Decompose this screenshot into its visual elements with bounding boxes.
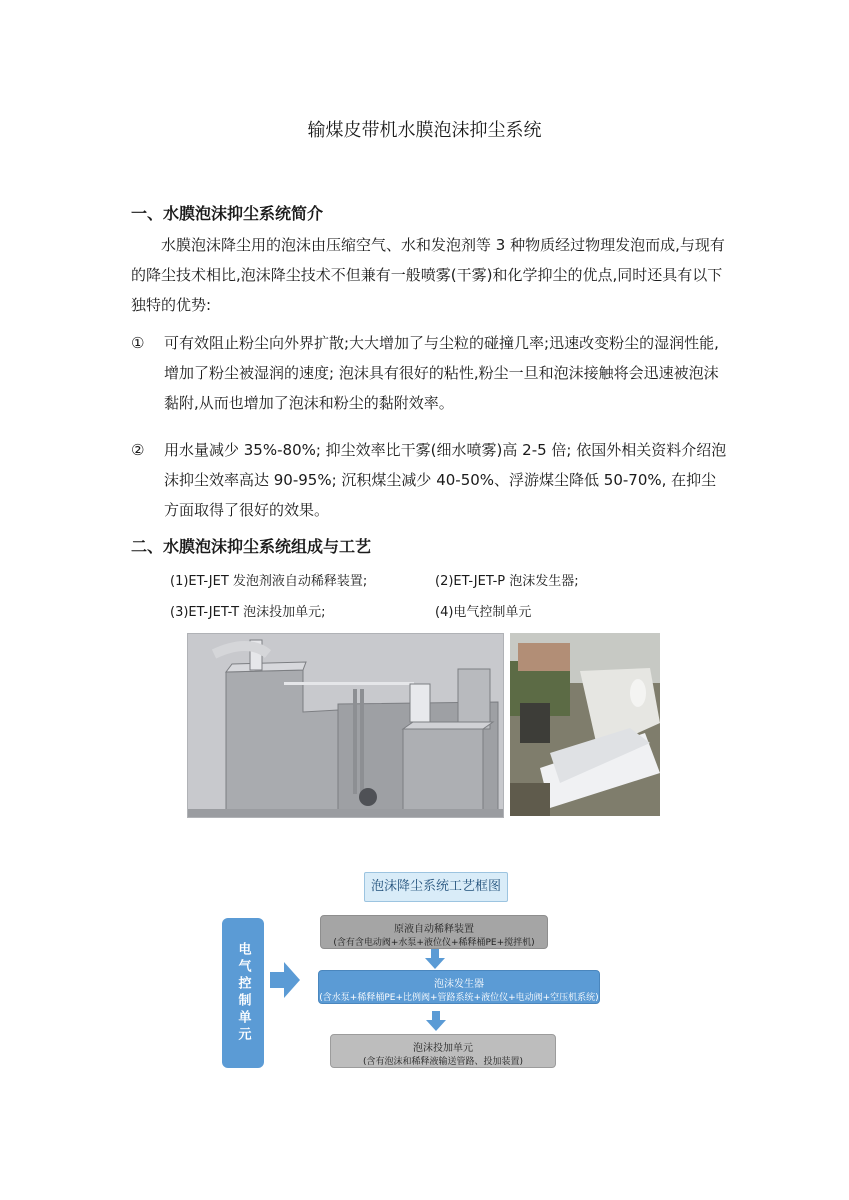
advantage-text-2: 用水量减少 35%-80%; 抑尘效率比干雾(细水喷雾)高 2-5 倍; 依国外相关资料介绍泡沫抑尘效率高达 90-95%; 沉积煤尘减少 40-50%、浮游煤尘降低 50-70%, 在抑尘方面取得了很好的效果。 [164, 441, 727, 519]
section1-paragraph [131, 230, 731, 320]
flow-box-3-sub: (含有泡沫和稀释液输送管路、投加装置) [362, 1057, 524, 1067]
document-title: 输煤皮带机水膜泡沫抑尘系统 [307, 120, 542, 141]
system-3d-render-graphic [188, 634, 503, 817]
flow-box-dilution-device [320, 915, 548, 949]
foam-conveyor-photo-graphic [510, 633, 660, 816]
component-2: (2)ET-JET-P 泡沫发生器; [435, 574, 579, 589]
flow-box-1-sub: (含有含电动阀+水泵+液位仪+稀释桶PE+搅拌机) [333, 938, 535, 948]
advantage-item-2 [131, 435, 731, 525]
advantage-item-1 [131, 328, 731, 418]
down-arrow-icon [426, 1011, 446, 1031]
electrical-control-unit-block [222, 918, 264, 1068]
right-arrow-icon [270, 960, 300, 1000]
section2-heading: 二、水膜泡沫抑尘系统组成与工艺 [131, 537, 372, 556]
flow-box-3-main: 泡沫投加单元 [413, 1043, 473, 1054]
flow-box-foam-dosing-unit [330, 1034, 556, 1068]
advantage-number-2: ② [131, 441, 145, 459]
component-4: (4)电气控制单元 [435, 605, 532, 620]
section1-paragraph-text: 水膜泡沫降尘用的泡沫由压缩空气、水和发泡剂等 3 种物质经过物理发泡而成,与现有的降尘技术相比,泡沫降尘技术不但兼有一般喷雾(干雾)和化学抑尘的优点,同时还具有以下独特的优势: [131, 236, 725, 314]
system-3d-render-image [187, 633, 504, 818]
flow-box-2-main: 泡沫发生器 [434, 979, 484, 990]
foam-conveyor-photo [510, 633, 660, 816]
electrical-control-unit-label: 电气控制单元 [235, 942, 251, 1044]
down-arrow-icon [425, 949, 445, 969]
flowchart-title: 泡沫降尘系统工艺框图 [364, 872, 508, 902]
advantage-text-1: 可有效阻止粉尘向外界扩散;大大增加了与尘粒的碰撞几率;迅速改变粉尘的湿润性能,增加了粉尘被湿润的速度; 泡沫具有很好的粘性,粉尘一旦和泡沫接触将会迅速被泡沫黏附,从而也增加了泡沫和粉尘的黏附效率。 [164, 334, 719, 412]
flow-box-1-main: 原液自动稀释装置 [394, 924, 474, 935]
flow-box-2-sub: (含水泵+稀释桶PE+比例阀+管路系统+液位仪+电动阀+空压机系统) [319, 993, 599, 1003]
component-3: (3)ET-JET-T 泡沫投加单元; [170, 605, 326, 620]
advantage-number-1: ① [131, 334, 145, 352]
component-1: (1)ET-JET 发泡剂液自动稀释装置; [170, 574, 368, 589]
section1-heading: 一、水膜泡沫抑尘系统简介 [131, 204, 324, 223]
flow-box-foam-generator [318, 970, 600, 1004]
